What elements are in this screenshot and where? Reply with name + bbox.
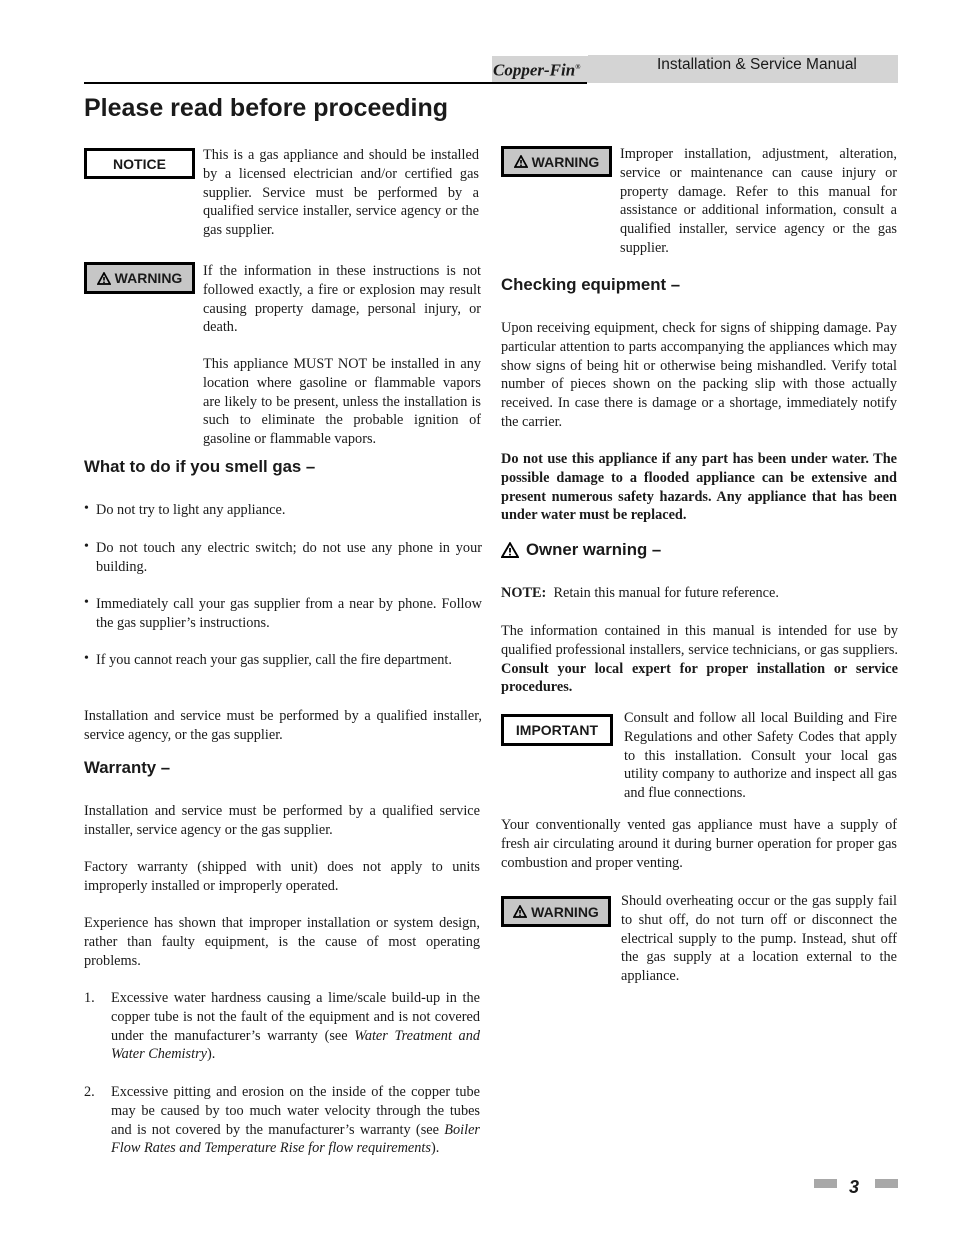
smell-gas-bullet-1: Do not try to light any appliance. [96, 502, 286, 518]
checking-equipment-paragraph: Upon receiving equipment, check for signs of shipping damage. Pay particular attention to parts accompanying the appliances which may show signs of being hit or otherwise being mishandled. Verify total number of pieces shown on the packing slip with those actually received. In case there is damage or a shortage, immediately notify the carrier. [501, 320, 897, 430]
overheating-warning-text: Should overheating occur or the gas supply fail to shut off, do not turn off or disconnect the electrical supply to the pump. Instead, shut off the gas supply at a location external to the appliance. [621, 893, 897, 985]
warning-triangle-icon [97, 272, 111, 285]
note-text: Retain this manual for future reference. [553, 585, 779, 601]
bullet-1-marker: • [84, 501, 89, 516]
bullet-2-marker: • [84, 539, 89, 554]
flow-rates-reference: Boiler Flow Rates and Temperature Rise for flow requirements [111, 1121, 480, 1157]
warranty-item-2: Excessive pitting and erosion on the inside of the copper tube may be caused by too much water velocity through the tubes and is not covered by the manufacturer’s warranty (see Boiler Flow Rates and Temperature Rise for flow requirements). [111, 1084, 480, 1157]
notice-text: This is a gas appliance and should be installed by a licensed electrician and/or certified gas supplier. Service must be performed by a qualified service installer, service agency or the gas supplier. [203, 147, 479, 239]
owner-warning-heading: Owner warning – [526, 540, 662, 559]
warning-label-box [84, 262, 195, 294]
smell-gas-closing: Installation and service must be performed by a qualified installer, service agency, or the gas supplier. [84, 708, 482, 743]
warning-label: WARNING [531, 903, 599, 920]
important-label: IMPORTANT [515, 722, 599, 738]
page-number: 3 [849, 1177, 860, 1197]
notice-label-box [84, 148, 195, 179]
footer-bar-left [814, 1179, 837, 1188]
flood-warning-paragraph: Do not use this appliance if any part has been under water. The possible damage to a flooded appliance can be extensive and present numerous safety hazards. Any appliance that has been under water must be replaced. [501, 451, 897, 524]
registered-mark: ® [575, 63, 581, 71]
warning-text-1: If the information in these instructions is not followed exactly, a fire or explosion may result causing property damage, personal injury, or death. [203, 263, 481, 336]
notice-label: NOTICE [113, 155, 166, 172]
consult-expert-text: Consult your local expert for proper installation or service procedures. [501, 660, 898, 696]
warning-triangle-icon [501, 542, 519, 558]
owner-warning-heading-row [501, 539, 661, 561]
warning-label-box-right-1 [501, 146, 612, 177]
warning-triangle-icon [514, 155, 528, 168]
smell-gas-bullet-3: Immediately call your gas supplier from a near by phone. Follow the gas supplier’s instructions. [96, 596, 482, 631]
bullet-4-marker: • [84, 651, 89, 666]
warranty-paragraph-1: Installation and service must be performed by a qualified service installer, service agency or the gas supplier. [84, 803, 480, 838]
warning-triangle-icon [513, 905, 527, 918]
footer-bar-right [875, 1179, 898, 1188]
warranty-paragraph-3: Experience has shown that improper installation or system design, rather than faulty equipment, is the cause of most operating problems. [84, 915, 480, 969]
header-rule [84, 82, 587, 84]
warranty-item-1: Excessive water hardness causing a lime/scale build-up in the copper tube is not the fault of the equipment and is not covered under the manufacturer’s warranty (see Water Treatment and Water Chemistry). [111, 990, 480, 1063]
smell-gas-bullet-4: If you cannot reach your gas supplier, call the fire department. [96, 652, 452, 668]
brand-name: Copper-Fin® [493, 60, 581, 80]
smell-gas-heading: What to do if you smell gas – [84, 457, 316, 476]
warning-label-box-right-2 [501, 896, 611, 927]
owner-information-paragraph: The information contained in this manual is intended for use by qualified professional installers, service technicians, or gas suppliers. Consult your local expert for proper installation or service procedures. [501, 623, 898, 696]
bullet-3-marker: • [84, 595, 89, 610]
warranty-paragraph-2: Factory warranty (shipped with unit) does not apply to units improperly installed or improperly operated. [84, 859, 480, 894]
improper-installation-warning-text: Improper installation, adjustment, alteration, service or maintenance can cause injury or property damage. Refer to this manual for assistance or additional information, consult a qualified installer, service agency or the gas supplier. [620, 146, 897, 256]
page-title: Please read before proceeding [84, 94, 449, 122]
manual-title: Installation & Service Manual [657, 56, 857, 73]
important-text: Consult and follow all local Building and Fire Regulations and other Safety Codes that apply to this installation. Consult your local gas utility company to authorize and inspect all gas and flue connections. [624, 710, 897, 802]
important-label-box [501, 714, 613, 746]
warning-text-2: This appliance MUST NOT be installed in any location where gasoline or flammable vapors are likely to be present, unless the installation is such to eliminate the probable ignition of gasoline or flammable vapors. [203, 356, 481, 448]
vented-appliance-paragraph: Your conventionally vented gas appliance must have a supply of fresh air circulating around it during burner operation for proper gas combustion and proper venting. [501, 817, 897, 871]
note-label: NOTE: [501, 585, 547, 601]
smell-gas-bullet-2: Do not touch any electric switch; do not use any phone in your building. [96, 540, 482, 575]
warning-label: WARNING [531, 153, 600, 170]
note-line [501, 584, 897, 603]
warranty-item-2-number: 2. [84, 1084, 95, 1100]
warranty-item-1-number: 1. [84, 990, 95, 1006]
warranty-heading: Warranty – [84, 758, 171, 777]
warning-label: WARNING [114, 270, 183, 286]
water-treatment-reference: Water Treatment and Water Chemistry [111, 1027, 480, 1063]
checking-equipment-heading: Checking equipment – [501, 275, 681, 294]
